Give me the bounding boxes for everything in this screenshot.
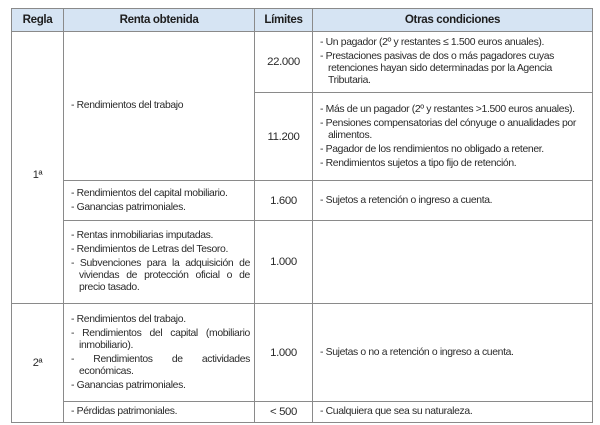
condition-item: - Un pagador (2º y restantes ≤ 1.500 euros anuales). xyxy=(320,37,545,48)
header-limites: Límites xyxy=(255,9,313,32)
renta-item: - Rendimientos del trabajo. xyxy=(71,313,186,325)
table-row xyxy=(12,402,593,423)
otras-cell-empty xyxy=(313,221,593,304)
renta-item: - Subvenciones para la adquisición de viviendas de protección oficial o de precio tasado. xyxy=(71,258,250,293)
header-regla: Regla xyxy=(12,9,64,32)
otras-cell xyxy=(313,93,593,181)
otras-cell xyxy=(313,32,593,93)
table-row xyxy=(12,304,593,402)
condition-item: - Más de un pagador (2º y restantes >1.500 euros anuales). xyxy=(320,103,575,115)
renta-cell xyxy=(64,221,255,304)
renta-item: - Rendimientos del capital (mobiliario inmobiliario). xyxy=(71,327,250,351)
table-row xyxy=(12,181,593,221)
regla-cell: 2ª xyxy=(12,304,64,423)
header-row xyxy=(12,9,593,32)
limite-cell: 1.000 xyxy=(255,304,313,402)
renta-cell xyxy=(64,304,255,402)
condition-item: - Pagador de los rendimientos no obligado a retener. xyxy=(320,143,544,155)
renta-cell xyxy=(64,32,255,181)
renta-item: - Rentas inmobiliarias imputadas. xyxy=(71,230,214,241)
otras-cell xyxy=(313,181,593,221)
renta-item: - Pérdidas patrimoniales. xyxy=(71,406,178,417)
regla-cell: 1ª xyxy=(12,32,64,304)
renta-item: - Rendimientos de Letras del Tesoro. xyxy=(71,244,229,255)
renta-item: - Rendimientos del capital mobiliario. xyxy=(71,187,228,199)
rules-table xyxy=(11,8,593,423)
condition-item: - Sujetos a retención o ingreso a cuenta. xyxy=(320,194,493,206)
limite-cell: 11.200 xyxy=(255,93,313,181)
limite-cell: 22.000 xyxy=(255,32,313,93)
renta-item: - Rendimientos del trabajo xyxy=(71,100,184,111)
condition-item: - Cualquiera que sea su naturaleza. xyxy=(320,406,473,417)
header-otras-condiciones: Otras condiciones xyxy=(313,9,593,32)
condition-item: - Sujetas o no a retención o ingreso a cuenta. xyxy=(320,346,514,358)
renta-item: - Ganancias patrimoniales. xyxy=(71,201,186,213)
renta-item: - Rendimientos de actividades económicas. xyxy=(71,353,250,377)
renta-cell xyxy=(64,402,255,423)
header-renta-obtenida: Renta obtenida xyxy=(64,9,255,32)
condition-item: - Pensiones compensatorias del cónyuge o anualidades por alimentos. xyxy=(320,117,576,141)
table-row xyxy=(12,32,593,93)
renta-cell xyxy=(64,181,255,221)
limite-cell: < 500 xyxy=(255,402,313,423)
condition-item: - Rendimientos sujetos a tipo fijo de retención. xyxy=(320,157,517,169)
renta-item: - Ganancias patrimoniales. xyxy=(71,379,186,391)
otras-cell xyxy=(313,402,593,423)
condition-item: - Prestaciones pasivas de dos o más pagadores cuyas retenciones hayan sido determinadas por la Agencia Tributaria. xyxy=(320,51,554,86)
table-row xyxy=(12,221,593,304)
limite-cell: 1.600 xyxy=(255,181,313,221)
limite-cell: 1.000 xyxy=(255,221,313,304)
otras-cell xyxy=(313,304,593,402)
